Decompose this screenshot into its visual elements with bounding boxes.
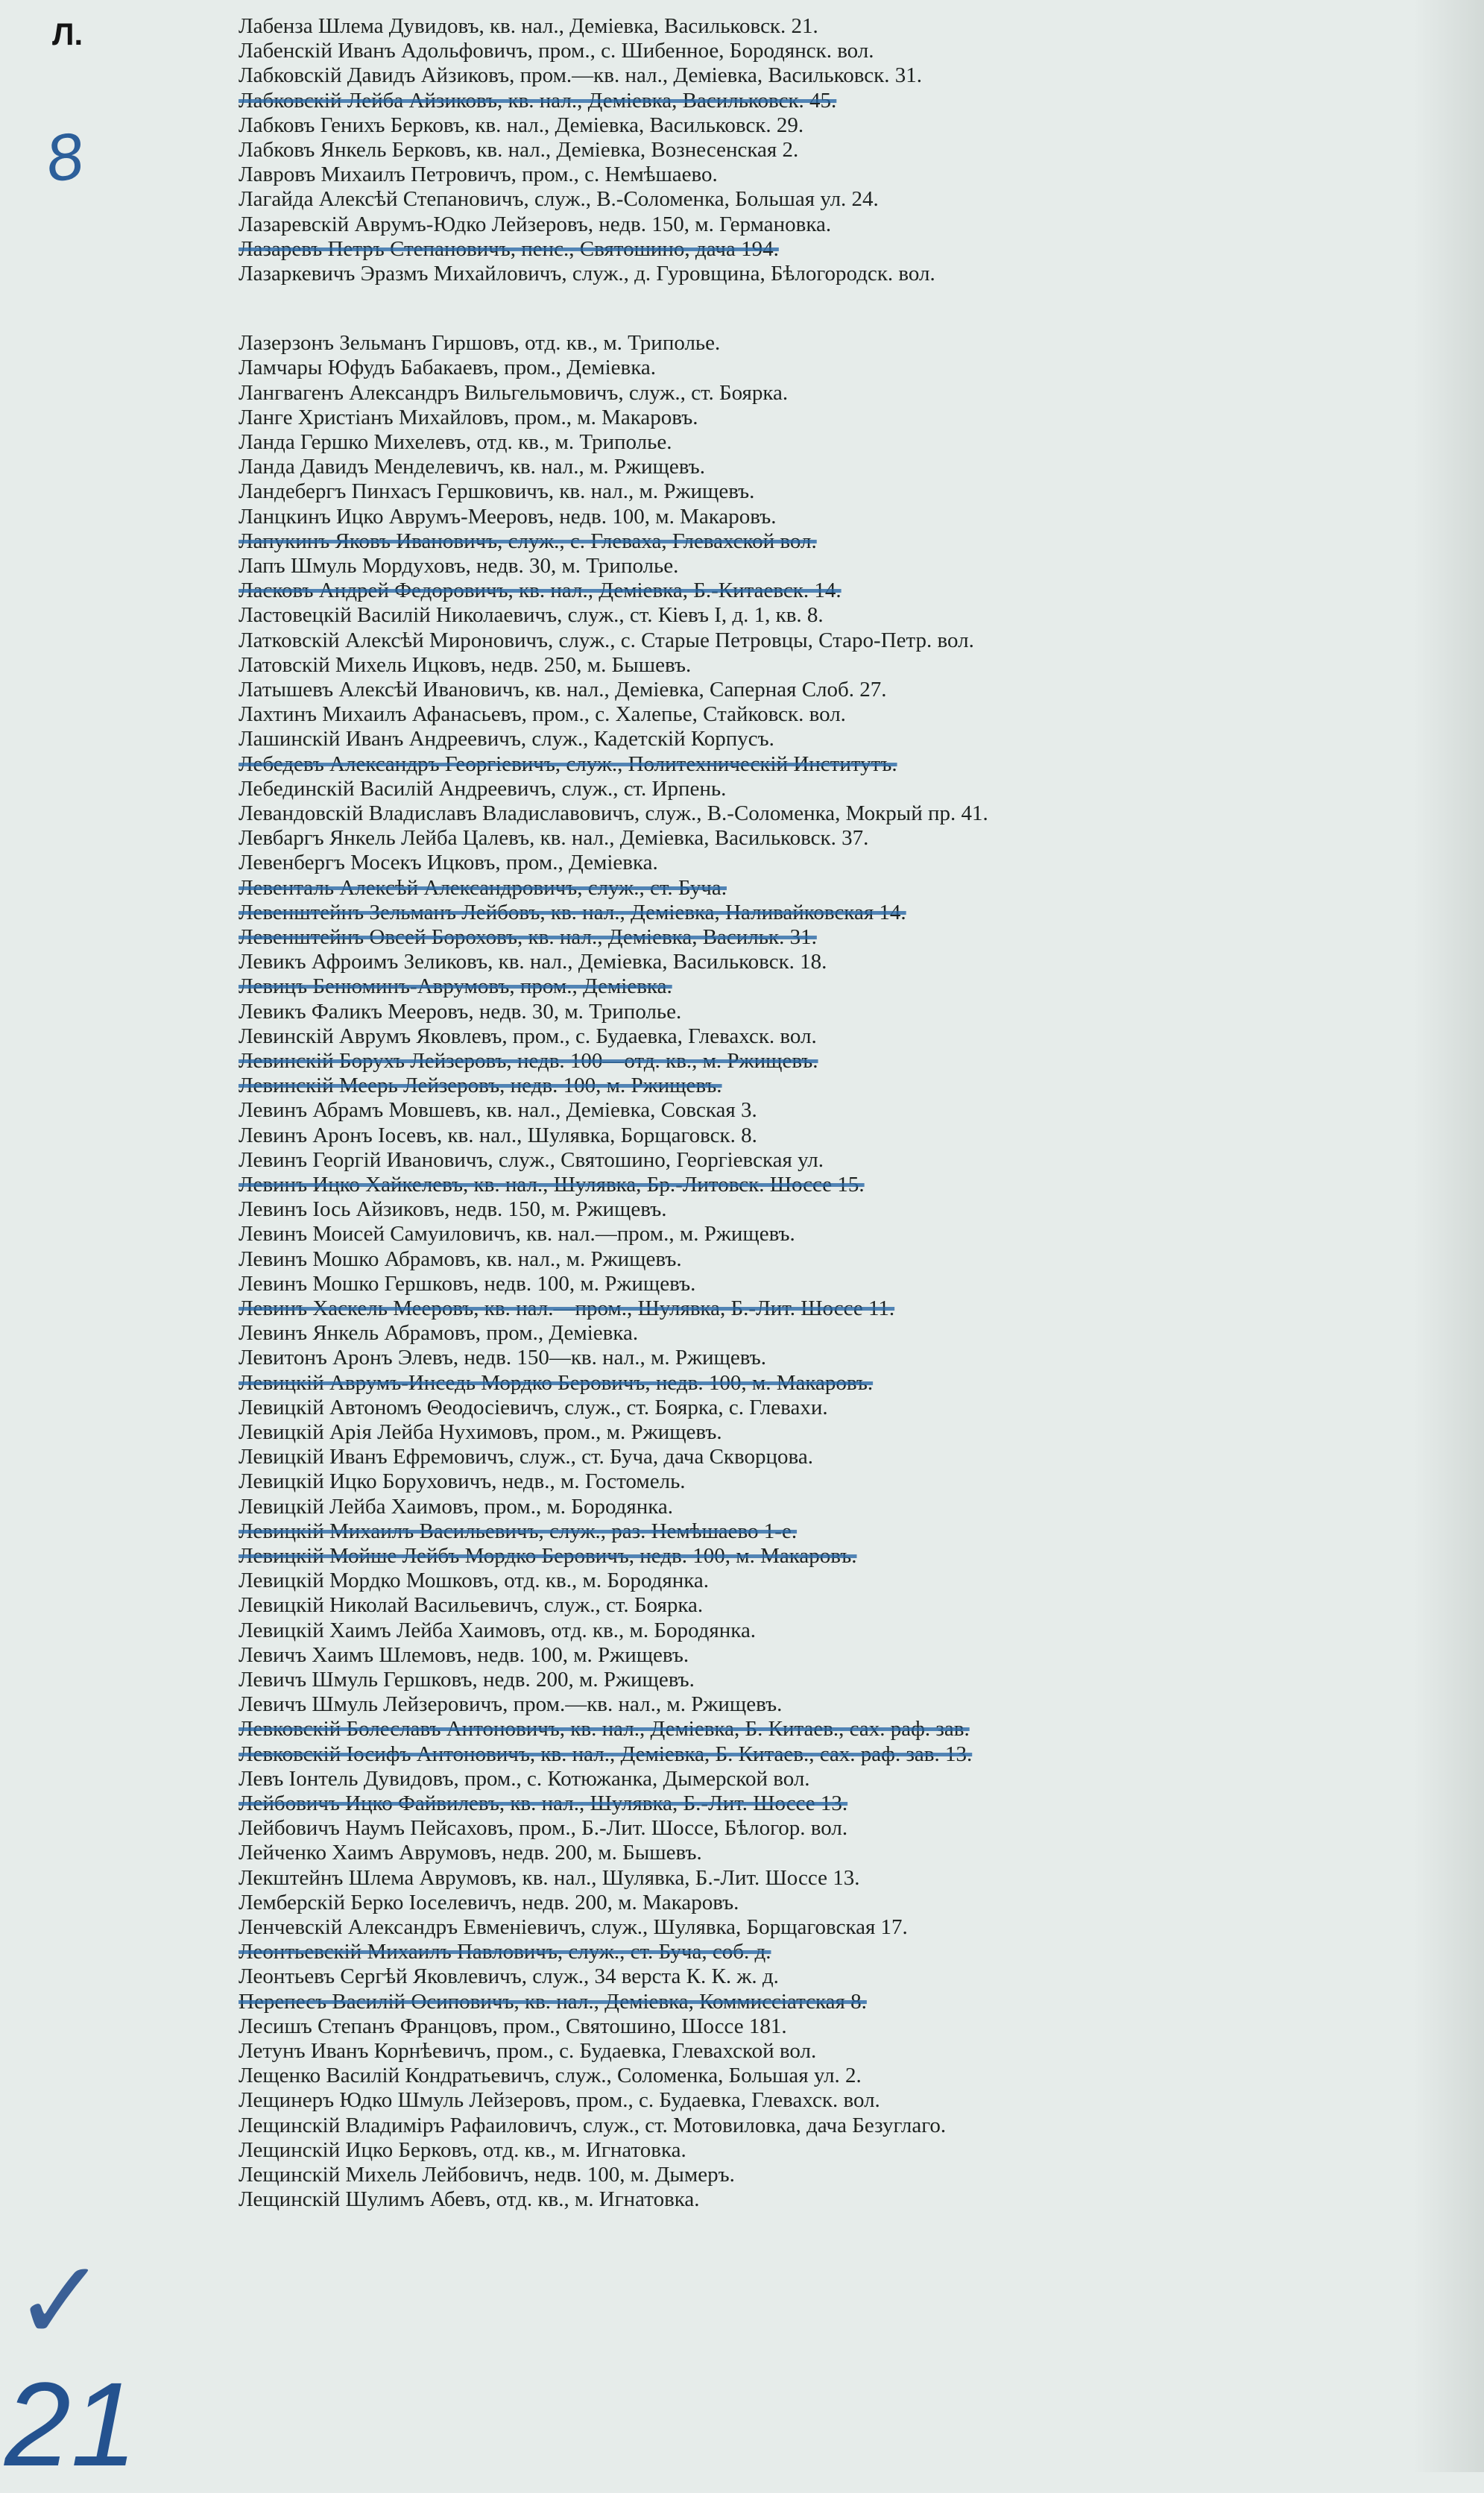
entry-text: Левинъ Iось Айзиковъ, недв. 150, м. Ржищевъ. [239, 1197, 667, 1221]
entry-text: Латковскiй Алексѣй Мироновичъ, служ., с. Старые Петровцы, Старо-Петр. вол. [239, 628, 974, 652]
entry-text: Лангвагенъ Александръ Вильгельмовичъ, служ., ст. Боярка. [239, 381, 789, 405]
entry-text-struck: Левицкiй Аврумъ-Инседь Мордко Беровичъ, недв. 100, м. Макаровъ. [239, 1371, 874, 1395]
entry-text-struck: Леонтьевскiй Михаилъ Павловичъ, служ., ст. Буча, соб. д. [239, 1940, 771, 1964]
entry-text: Лабенза Шлема Дувидовъ, кв. нал., Демiевка, Васильковск. 21. [239, 14, 818, 38]
entry-text: Лейбовичъ Наумъ Пейсаховъ, пром., Б.-Лит. Шоссе, Бѣлогор. вол. [239, 1816, 848, 1840]
entry-text: Левитонъ Аронъ Элевъ, недв. 150—кв. нал., м. Ржищевъ. [239, 1346, 766, 1370]
entry-text-struck: Лейбовичъ Ицко Файвилевъ, кв. нал., Шулявка, Б.-Лит. Шоссе 13. [239, 1791, 848, 1815]
entry-text: Левикъ Афроимъ Зеликовъ, кв. нал., Демiевка, Васильковск. 18. [239, 950, 827, 974]
entry-text-struck: Перепесъ Василiй Осиповичъ, кв. нал., Демiевка, Коммиссiатская 8. [239, 1990, 867, 2014]
entry-text: Лещенко Василiй Кондратьевичъ, служ., Соломенка, Большая ул. 2. [239, 2064, 862, 2087]
entry-text: Левинъ Мошко Гершковъ, недв. 100, м. Ржищевъ. [239, 1272, 696, 1296]
entry-text: Левенбергъ Мосекъ Ицковъ, пром., Демiевка. [239, 851, 658, 874]
entry-text: Леонтьевъ Сергѣй Яковлевичъ, служ., 34 верста К. К. ж. д. [239, 1964, 779, 1988]
entry-text: Латовскiй Михель Ицковъ, недв. 250, м. Бышевъ. [239, 653, 692, 677]
entry-text: Лещинскiй Владимiръ Рафаиловичъ, служ., ст. Мотовиловка, дача Безуглаго. [239, 2114, 947, 2137]
entry-text: Лахтинъ Михаилъ Афанасьевъ, пром., с. Халепье, Стайковск. вол. [239, 702, 846, 726]
section-letter: Л. [52, 16, 83, 51]
entry-text-struck: Левковскiй Болеславъ Антоновичъ, кв. нал., Демiевка, Б. Китаев., сах. раф. зав. [239, 1717, 970, 1741]
entry-text: Лещинеръ Юдко Шмуль Лейзеровъ, пром., с. Будаевка, Глевахск. вол. [239, 2088, 880, 2112]
entry-text-struck: Лебедевъ Александръ Георгiевичъ, служ., Политехническiй Институтъ. [239, 752, 897, 776]
entry-text: Лейченко Хаимъ Аврумовъ, недв. 200, м. Бышевъ. [239, 1841, 702, 1865]
entry-text: Ленчевскiй Александръ Евменiевичъ, служ., Шулявка, Борщаговская 17. [239, 1915, 908, 1939]
entry-text-struck: Левенталь Алексѣй Александровичъ, служ., ст. Буча. [239, 876, 727, 900]
entry-text-struck: Ласковъ Андрей Федоровичъ, кв. нал., Демiевка, Б.-Китаевск. 14. [239, 579, 842, 602]
entry-text: Левандовскiй Владиславъ Владиславовичъ, служ., В.-Соломенка, Мокрый пр. 41. [239, 801, 988, 825]
entry-text: Ландебергъ Пинхасъ Гершковичъ, кв. нал., м. Ржищевъ. [239, 479, 755, 503]
entry-text: Лемберскiй Берко Iоселевичъ, недв. 200, м. Макаровъ. [239, 1891, 739, 1914]
entry-text: Ланда Гершко Михелевъ, отд. кв., м. Триполье. [239, 430, 672, 454]
entry-text: Лещинскiй Ицко Берковъ, отд. кв., м. Игнатовка. [239, 2138, 686, 2162]
entry-text: Лагайда Алексѣй Степановичъ, служ., В.-Соломенка, Большая ул. 24. [239, 187, 879, 211]
entry-text: Левинъ Мошко Абрамовъ, кв. нал., м. Ржищевъ. [239, 1247, 682, 1271]
entry-text: Лесишъ Степанъ Францовъ, пром., Святошино, Шоссе 181. [239, 2014, 787, 2038]
entry-text: Левинъ Янкель Абрамовъ, пром., Демiевка. [239, 1321, 639, 1345]
entry-text: Левицкiй Иванъ Ефремовичъ, служ., ст. Буча, дача Скворцова. [239, 1445, 813, 1469]
entry-text: Левъ Iонтель Дувидовъ, пром., с. Котюжанка, Дымерской вол. [239, 1767, 810, 1791]
entry-text: Лещинскiй Шулимъ Абевъ, отд. кв., м. Игнатовка. [239, 2187, 700, 2211]
entry-text-struck: Лапукинъ Яковъ Ивановичъ, служ., с. Глеваха, Глевахской вол. [239, 529, 817, 553]
entry-text: Левичъ Хаимъ Шлемовъ, недв. 100, м. Ржищевъ. [239, 1643, 689, 1667]
page-fold-shadow [1413, 0, 1484, 2472]
entry-text: Левичъ Шмуль Гершковъ, недв. 200, м. Ржищевъ. [239, 1668, 695, 1692]
entry-text: Левинъ Георгiй Ивановичъ, служ., Святошино, Георгiевская ул. [239, 1148, 824, 1172]
entry-text: Левицкiй Ицко Боруховичъ, недв., м. Гостомель. [239, 1469, 686, 1493]
entry-text-struck: Левицкiй Мойше Лейбъ Мордко Беровичъ, недв. 100, м. Макаровъ. [239, 1544, 857, 1568]
entry-text-struck: Левковскiй Iосифъ Антоновичъ, кв. нал., Демiевка, Б. Китаев., сах. раф. зав. 13. [239, 1742, 973, 1766]
entry-text: Лавровъ Михаилъ Петровичъ, пром., с. Немѣшаево. [239, 163, 718, 186]
entry-text: Летунъ Иванъ Корнѣевичъ, пром., с. Будаевка, Глевахской вол. [239, 2039, 817, 2063]
entry-text: Латышевъ Алексѣй Ивановичъ, кв. нал., Демiевка, Саперная Слоб. 27. [239, 678, 887, 702]
entry-text: Левикъ Фаликъ Мееровъ, недв. 30, м. Триполье. [239, 1000, 682, 1024]
entry-text-struck: Левинскiй Борухъ Лейзеровъ, недв. 100—отд. кв., м. Ржищевъ. [239, 1049, 818, 1073]
entry-text: Лазаркевичъ Эразмъ Михайловичъ, служ., д. Гуровщина, Бѣлогородск. вол. [239, 262, 935, 286]
entry-text: Лазаревскiй Аврумъ-Юдко Лейзеровъ, недв. 150, м. Германовка. [239, 212, 832, 236]
entry-text: Ланге Христiанъ Михайловъ, пром., м. Макаровъ. [239, 406, 698, 429]
entry-text: Ламчары Юфудъ Бабакаевъ, пром., Демiевка. [239, 356, 656, 379]
entry-text-struck: Левицъ Бенюминъ-Аврумовъ, пром., Демiевка. [239, 974, 672, 998]
margin-annotation-top: 8 [41, 118, 88, 196]
entry-text: Лекштейнъ Шлема Аврумовъ, кв. нал., Шулявка, Б.-Лит. Шоссе 13. [239, 1866, 860, 1890]
entry-text: Ластовецкiй Василiй Николаевичъ, служ., ст. Кiевъ I, д. 1, кв. 8. [239, 603, 824, 627]
entry-text: Левицкiй Лейба Хаимовъ, пром., м. Бородянка. [239, 1495, 674, 1519]
entry-text: Ланцкинъ Ицко Аврумъ-Мееровъ, недв. 100, м. Макаровъ. [239, 505, 777, 529]
entry-text-struck: Левинъ Ицко Хайкелевъ, кв. нал., Шулявка, Бр.-Литовск. Шоссе 15. [239, 1173, 865, 1197]
entry-text: Лазерзонъ Зельманъ Гиршовъ, отд. кв., м. Триполье. [239, 331, 721, 355]
entry-text-struck: Левинскiй Меерь Лейзеровъ, недв. 100, м. Ржищевъ. [239, 1074, 722, 1097]
entry-text: Ланда Давидъ Менделевичъ, кв. нал., м. Ржищевъ. [239, 455, 705, 479]
entry-text: Лещинскiй Михель Лейбовичъ, недв. 100, м. Дымеръ. [239, 2163, 735, 2187]
entry-text: Левицкiй Хаимъ Лейба Хаимовъ, отд. кв., м. Бородянка. [239, 1619, 757, 1642]
entry-text: Левбаргъ Янкель Лейба Цалевъ, кв. нал., Демiевка, Васильковск. 37. [239, 826, 869, 850]
entry-text: Левицкiй Автономъ Θеодосiевичъ, служ., ст. Боярка, с. Глевахи. [239, 1396, 828, 1419]
entry-text-struck: Лазаревъ Петръ Степановичъ, пенс., Святошино, дача 194. [239, 237, 779, 261]
entry-text: Левицкiй Николай Васильевичъ, служ., ст. Боярка. [239, 1593, 704, 1617]
entry-text-struck: Левенштейнъ Овсей Бороховъ, кв. нал., Демiевка, Васильк. 31. [239, 925, 817, 949]
entry-text: Лашинскiй Иванъ Андреевичъ, служ., Кадетскiй Корпусъ. [239, 727, 774, 751]
entry-text: Левинъ Моисей Самуиловичъ, кв. нал.—пром., м. Ржищевъ. [239, 1222, 795, 1246]
entry-text-struck: Лабковскiй Лейба Айзиковъ, кв. нал., Демiевка, Васильковск. 45. [239, 89, 837, 113]
margin-checkmark: ✓ [13, 2238, 107, 2363]
entry-text: Лапъ Шмуль Мордуховъ, недв. 30, м. Триполье. [239, 554, 679, 578]
margin-annotation-bottom: 21 [4, 2357, 137, 2491]
entry-text-struck: Левицкiй Михаилъ Васильевичъ, служ., раз. Немѣшаево 1-е. [239, 1519, 798, 1543]
entry-text: Левичъ Шмуль Лейзеровичъ, пром.—кв. нал., м. Ржищевъ. [239, 1692, 783, 1716]
entry-text: Лабковъ Янкель Берковъ, кв. нал., Демiевка, Вознесенская 2. [239, 138, 799, 162]
entry-text: Левицкiй Арiя Лейба Нухимовъ, пром., м. Ржищевъ. [239, 1420, 722, 1444]
entry-text-struck: Левинъ Хаскель Мееровъ, кв. нал.—пром., Шулявка, Б.-Лит. Шоссе 11. [239, 1296, 895, 1320]
entry-text: Лебединскiй Василiй Андреевичъ, служ., ст. Ирпень. [239, 777, 727, 801]
entry-text: Левинскiй Аврумъ Яковлевъ, пром., с. Будаевка, Глевахск. вол. [239, 1024, 817, 1048]
entry-text: Левинъ Аронъ Iосевъ, кв. нал., Шулявка, Борщаговск. 8. [239, 1123, 757, 1147]
entry-text: Лабенскiй Иванъ Адольфовичъ, пром., с. Шибенное, Бородянск. вол. [239, 39, 874, 63]
entry-text-struck: Левенштейнъ Зельманъ Лейбовъ, кв. нал., Демiевка, Наливайковская 14. [239, 901, 906, 924]
entry-text: Лабковскiй Давидъ Айзиковъ, пром.—кв. нал., Демiевка, Васильковск. 31. [239, 63, 922, 87]
entry-text: Левицкiй Мордко Мошковъ, отд. кв., м. Бородянка. [239, 1569, 710, 1592]
entry-text: Лабковъ Генихъ Берковъ, кв. нал., Демiевка, Васильковск. 29. [239, 113, 804, 137]
entry-text: Левинъ Абрамъ Мовшевъ, кв. нал., Демiевка, Совская 3. [239, 1098, 757, 1122]
